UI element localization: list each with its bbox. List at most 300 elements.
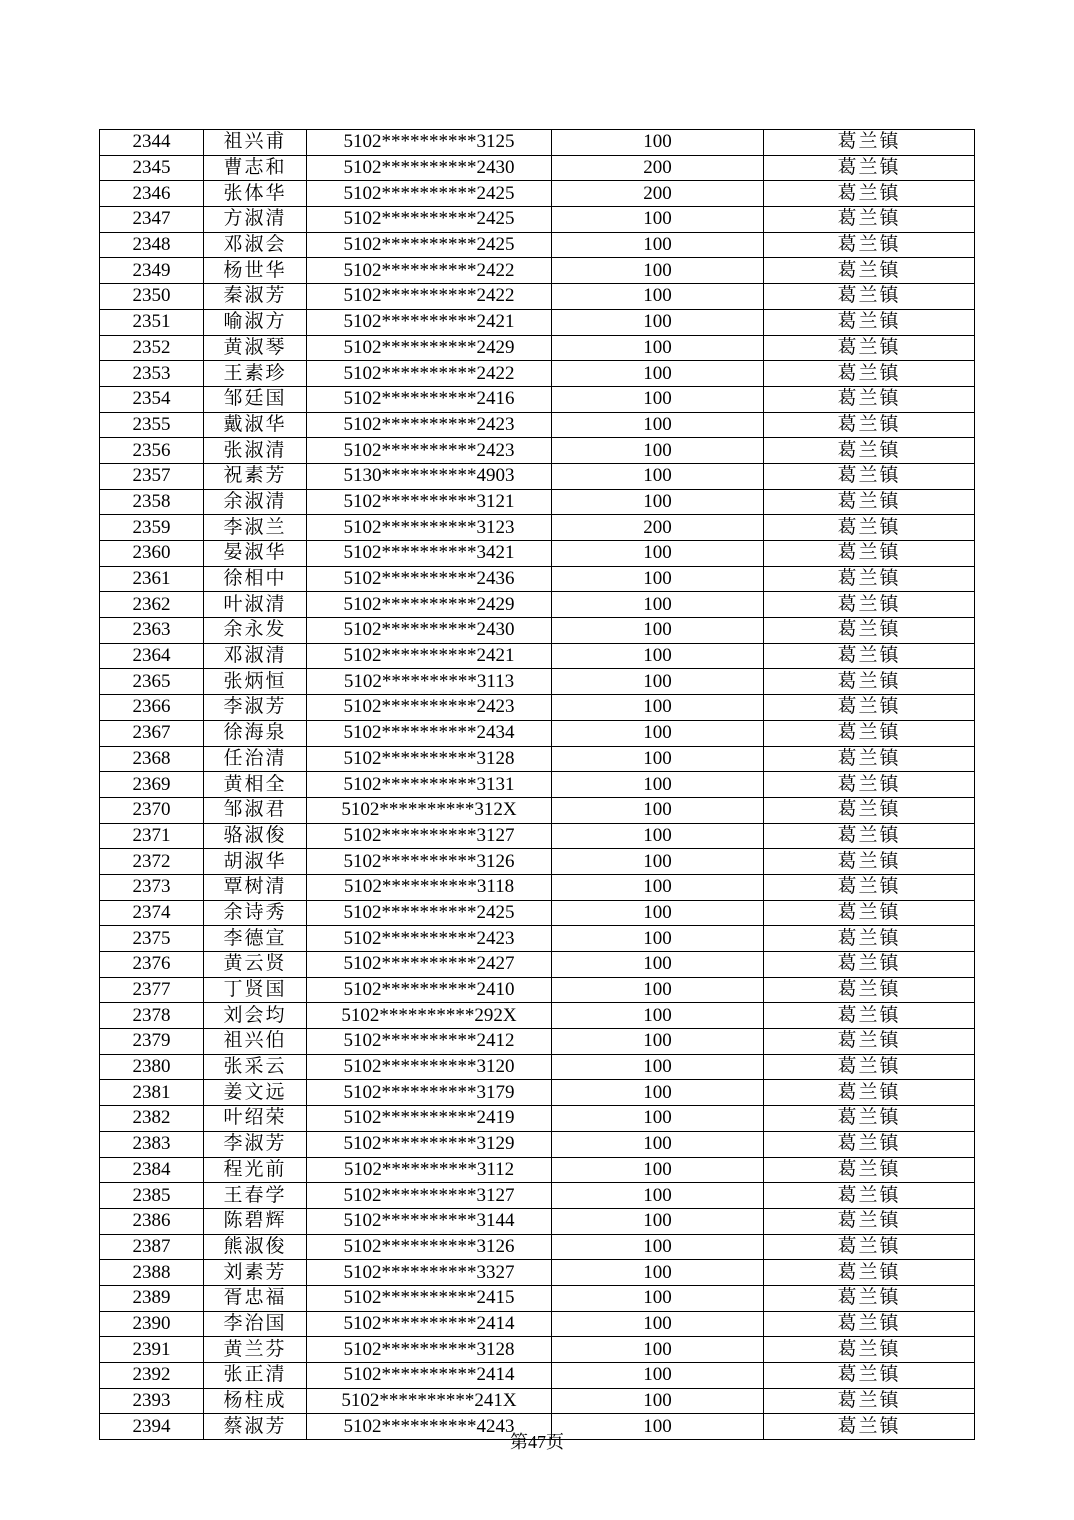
cell-seq-no: 2357: [100, 463, 204, 489]
cell-name: 余淑清: [204, 489, 307, 515]
cell-name: 黄兰芬: [204, 1337, 307, 1363]
cell-township: 葛兰镇: [764, 772, 975, 798]
table-row: [100, 463, 975, 489]
cell-id-number: 5102**********3128: [307, 1337, 552, 1363]
cell-amount: 100: [552, 695, 764, 721]
cell-amount: 100: [552, 643, 764, 669]
cell-township: 葛兰镇: [764, 1131, 975, 1157]
cell-id-number: 5102**********312X: [307, 797, 552, 823]
cell-name: 邓淑会: [204, 232, 307, 258]
table-row: [100, 258, 975, 284]
cell-seq-no: 2366: [100, 695, 204, 721]
cell-amount: 100: [552, 361, 764, 387]
cell-name: 曹志和: [204, 155, 307, 181]
table-row: [100, 695, 975, 721]
cell-seq-no: 2358: [100, 489, 204, 515]
cell-amount: 100: [552, 207, 764, 233]
cell-township: 葛兰镇: [764, 1208, 975, 1234]
cell-seq-no: 2384: [100, 1157, 204, 1183]
table-row: [100, 746, 975, 772]
cell-id-number: 5102**********2410: [307, 977, 552, 1003]
cell-id-number: 5102**********2429: [307, 335, 552, 361]
cell-id-number: 5102**********2421: [307, 309, 552, 335]
table-row: [100, 874, 975, 900]
cell-seq-no: 2388: [100, 1260, 204, 1286]
cell-amount: 100: [552, 1054, 764, 1080]
cell-amount: 100: [552, 232, 764, 258]
cell-seq-no: 2352: [100, 335, 204, 361]
cell-name: 祝素芳: [204, 463, 307, 489]
cell-seq-no: 2356: [100, 438, 204, 464]
table-row: [100, 720, 975, 746]
table-row: [100, 643, 975, 669]
cell-amount: 100: [552, 438, 764, 464]
cell-township: 葛兰镇: [764, 1003, 975, 1029]
cell-amount: 100: [552, 874, 764, 900]
cell-amount: 100: [552, 412, 764, 438]
cell-name: 徐相中: [204, 566, 307, 592]
cell-township: 葛兰镇: [764, 797, 975, 823]
cell-id-number: 5102**********2425: [307, 900, 552, 926]
cell-id-number: 5102**********3128: [307, 746, 552, 772]
cell-amount: 100: [552, 1208, 764, 1234]
cell-township: 葛兰镇: [764, 900, 975, 926]
cell-township: 葛兰镇: [764, 541, 975, 567]
table-row: [100, 772, 975, 798]
cell-amount: 100: [552, 566, 764, 592]
cell-seq-no: 2345: [100, 155, 204, 181]
cell-amount: 100: [552, 463, 764, 489]
cell-seq-no: 2360: [100, 541, 204, 567]
cell-name: 张正清: [204, 1363, 307, 1389]
cell-seq-no: 2393: [100, 1388, 204, 1414]
cell-township: 葛兰镇: [764, 695, 975, 721]
cell-township: 葛兰镇: [764, 232, 975, 258]
cell-name: 杨柱成: [204, 1388, 307, 1414]
cell-id-number: 5102**********3113: [307, 669, 552, 695]
cell-township: 葛兰镇: [764, 874, 975, 900]
cell-township: 葛兰镇: [764, 849, 975, 875]
cell-seq-no: 2346: [100, 181, 204, 207]
cell-id-number: 5102**********3125: [307, 130, 552, 156]
cell-seq-no: 2386: [100, 1208, 204, 1234]
cell-township: 葛兰镇: [764, 309, 975, 335]
table-row: [100, 952, 975, 978]
cell-amount: 100: [552, 1311, 764, 1337]
cell-township: 葛兰镇: [764, 335, 975, 361]
cell-name: 王素珍: [204, 361, 307, 387]
cell-id-number: 5130**********4903: [307, 463, 552, 489]
table-row: [100, 515, 975, 541]
table-row: [100, 618, 975, 644]
cell-township: 葛兰镇: [764, 746, 975, 772]
cell-name: 黄云贤: [204, 952, 307, 978]
cell-id-number: 5102**********2414: [307, 1311, 552, 1337]
cell-amount: 100: [552, 1131, 764, 1157]
cell-township: 葛兰镇: [764, 130, 975, 156]
cell-township: 葛兰镇: [764, 258, 975, 284]
cell-id-number: 5102**********2419: [307, 1106, 552, 1132]
cell-township: 葛兰镇: [764, 1234, 975, 1260]
cell-seq-no: 2368: [100, 746, 204, 772]
cell-name: 蔡淑芳: [204, 1414, 307, 1440]
roster-table-body: [100, 130, 975, 1440]
table-row: [100, 1131, 975, 1157]
cell-id-number: 5102**********2425: [307, 181, 552, 207]
cell-seq-no: 2382: [100, 1106, 204, 1132]
cell-seq-no: 2378: [100, 1003, 204, 1029]
cell-seq-no: 2379: [100, 1029, 204, 1055]
cell-township: 葛兰镇: [764, 952, 975, 978]
table-row: [100, 412, 975, 438]
cell-seq-no: 2374: [100, 900, 204, 926]
table-row: [100, 1208, 975, 1234]
cell-id-number: 5102**********3121: [307, 489, 552, 515]
cell-amount: 100: [552, 849, 764, 875]
cell-id-number: 5102**********2436: [307, 566, 552, 592]
cell-seq-no: 2351: [100, 309, 204, 335]
cell-name: 李治国: [204, 1311, 307, 1337]
cell-id-number: 5102**********292X: [307, 1003, 552, 1029]
cell-name: 叶淑清: [204, 592, 307, 618]
cell-id-number: 5102**********3127: [307, 823, 552, 849]
cell-township: 葛兰镇: [764, 720, 975, 746]
cell-name: 熊淑俊: [204, 1234, 307, 1260]
cell-seq-no: 2363: [100, 618, 204, 644]
cell-name: 刘素芳: [204, 1260, 307, 1286]
cell-township: 葛兰镇: [764, 823, 975, 849]
cell-id-number: 5102**********3127: [307, 1183, 552, 1209]
cell-id-number: 5102**********3131: [307, 772, 552, 798]
table-row: [100, 592, 975, 618]
cell-township: 葛兰镇: [764, 1311, 975, 1337]
table-row: [100, 1234, 975, 1260]
page-number: 第47页: [510, 1432, 564, 1452]
table-row: [100, 823, 975, 849]
cell-id-number: 5102**********2422: [307, 258, 552, 284]
cell-township: 葛兰镇: [764, 463, 975, 489]
cell-township: 葛兰镇: [764, 181, 975, 207]
cell-id-number: 5102**********3421: [307, 541, 552, 567]
cell-name: 张体华: [204, 181, 307, 207]
cell-name: 戴淑华: [204, 412, 307, 438]
cell-id-number: 5102**********2412: [307, 1029, 552, 1055]
table-row: [100, 284, 975, 310]
cell-amount: 100: [552, 823, 764, 849]
cell-seq-no: 2391: [100, 1337, 204, 1363]
cell-id-number: 5102**********3327: [307, 1260, 552, 1286]
roster-table: [99, 129, 975, 1440]
cell-name: 任治清: [204, 746, 307, 772]
cell-name: 黄淑琴: [204, 335, 307, 361]
cell-amount: 100: [552, 746, 764, 772]
cell-name: 张炳恒: [204, 669, 307, 695]
cell-seq-no: 2375: [100, 926, 204, 952]
cell-id-number: 5102**********241X: [307, 1388, 552, 1414]
table-row: [100, 1388, 975, 1414]
table-row: [100, 797, 975, 823]
cell-id-number: 5102**********2429: [307, 592, 552, 618]
cell-amount: 100: [552, 592, 764, 618]
cell-name: 李淑芳: [204, 1131, 307, 1157]
cell-name: 李德宣: [204, 926, 307, 952]
cell-amount: 100: [552, 541, 764, 567]
cell-township: 葛兰镇: [764, 284, 975, 310]
cell-township: 葛兰镇: [764, 207, 975, 233]
cell-amount: 200: [552, 515, 764, 541]
cell-amount: 100: [552, 1234, 764, 1260]
cell-seq-no: 2354: [100, 386, 204, 412]
cell-name: 程光前: [204, 1157, 307, 1183]
cell-id-number: 5102**********3179: [307, 1080, 552, 1106]
table-row: [100, 1003, 975, 1029]
cell-seq-no: 2392: [100, 1363, 204, 1389]
cell-id-number: 5102**********2425: [307, 232, 552, 258]
cell-amount: 100: [552, 618, 764, 644]
table-row: [100, 669, 975, 695]
cell-name: 祖兴伯: [204, 1029, 307, 1055]
cell-name: 余诗秀: [204, 900, 307, 926]
cell-seq-no: 2380: [100, 1054, 204, 1080]
cell-amount: 100: [552, 309, 764, 335]
cell-seq-no: 2348: [100, 232, 204, 258]
cell-id-number: 5102**********2427: [307, 952, 552, 978]
cell-seq-no: 2369: [100, 772, 204, 798]
table-row: [100, 232, 975, 258]
cell-seq-no: 2370: [100, 797, 204, 823]
cell-amount: 200: [552, 155, 764, 181]
cell-name: 邹淑君: [204, 797, 307, 823]
cell-id-number: 5102**********2422: [307, 361, 552, 387]
table-row: [100, 1285, 975, 1311]
cell-township: 葛兰镇: [764, 1363, 975, 1389]
cell-name: 祖兴甫: [204, 130, 307, 156]
table-row: [100, 977, 975, 1003]
table-row: [100, 1157, 975, 1183]
cell-name: 张淑清: [204, 438, 307, 464]
cell-name: 覃树清: [204, 874, 307, 900]
cell-seq-no: 2364: [100, 643, 204, 669]
cell-seq-no: 2362: [100, 592, 204, 618]
cell-name: 王春学: [204, 1183, 307, 1209]
cell-seq-no: 2373: [100, 874, 204, 900]
table-row: [100, 489, 975, 515]
table-row: [100, 1363, 975, 1389]
cell-id-number: 5102**********2423: [307, 438, 552, 464]
cell-seq-no: 2372: [100, 849, 204, 875]
table-row: [100, 1311, 975, 1337]
table-row: [100, 386, 975, 412]
cell-amount: 100: [552, 1029, 764, 1055]
cell-amount: 100: [552, 1388, 764, 1414]
cell-township: 葛兰镇: [764, 412, 975, 438]
cell-township: 葛兰镇: [764, 1414, 975, 1440]
cell-seq-no: 2367: [100, 720, 204, 746]
table-row: [100, 849, 975, 875]
cell-seq-no: 2383: [100, 1131, 204, 1157]
cell-name: 邹廷国: [204, 386, 307, 412]
cell-id-number: 5102**********3123: [307, 515, 552, 541]
cell-township: 葛兰镇: [764, 361, 975, 387]
cell-amount: 100: [552, 284, 764, 310]
cell-id-number: 5102**********4243: [307, 1414, 552, 1440]
table-row: [100, 1337, 975, 1363]
cell-name: 余永发: [204, 618, 307, 644]
cell-name: 晏淑华: [204, 541, 307, 567]
cell-township: 葛兰镇: [764, 1054, 975, 1080]
table-row: [100, 926, 975, 952]
cell-seq-no: 2355: [100, 412, 204, 438]
cell-id-number: 5102**********2423: [307, 926, 552, 952]
cell-name: 徐海泉: [204, 720, 307, 746]
table-row: [100, 900, 975, 926]
cell-amount: 100: [552, 772, 764, 798]
cell-name: 方淑清: [204, 207, 307, 233]
cell-amount: 200: [552, 181, 764, 207]
cell-amount: 100: [552, 1285, 764, 1311]
cell-township: 葛兰镇: [764, 1080, 975, 1106]
table-row: [100, 309, 975, 335]
cell-id-number: 5102**********2416: [307, 386, 552, 412]
cell-name: 杨世华: [204, 258, 307, 284]
cell-amount: 100: [552, 1337, 764, 1363]
table-row: [100, 1054, 975, 1080]
cell-id-number: 5102**********2415: [307, 1285, 552, 1311]
cell-amount: 100: [552, 977, 764, 1003]
table-row: [100, 541, 975, 567]
cell-amount: 100: [552, 1260, 764, 1286]
cell-id-number: 5102**********3129: [307, 1131, 552, 1157]
cell-id-number: 5102**********3126: [307, 1234, 552, 1260]
cell-amount: 100: [552, 669, 764, 695]
cell-seq-no: 2353: [100, 361, 204, 387]
table-row: [100, 155, 975, 181]
cell-name: 刘会均: [204, 1003, 307, 1029]
cell-township: 葛兰镇: [764, 1157, 975, 1183]
cell-township: 葛兰镇: [764, 489, 975, 515]
cell-township: 葛兰镇: [764, 1388, 975, 1414]
cell-seq-no: 2381: [100, 1080, 204, 1106]
cell-amount: 100: [552, 926, 764, 952]
cell-id-number: 5102**********3120: [307, 1054, 552, 1080]
cell-seq-no: 2376: [100, 952, 204, 978]
table-row: [100, 361, 975, 387]
cell-name: 叶绍荣: [204, 1106, 307, 1132]
cell-name: 邓淑清: [204, 643, 307, 669]
cell-township: 葛兰镇: [764, 566, 975, 592]
cell-seq-no: 2371: [100, 823, 204, 849]
cell-amount: 100: [552, 1414, 764, 1440]
cell-id-number: 5102**********2434: [307, 720, 552, 746]
table-row: [100, 1260, 975, 1286]
cell-amount: 100: [552, 1363, 764, 1389]
cell-seq-no: 2350: [100, 284, 204, 310]
cell-township: 葛兰镇: [764, 155, 975, 181]
cell-township: 葛兰镇: [764, 386, 975, 412]
cell-id-number: 5102**********2423: [307, 412, 552, 438]
table-row: [100, 1029, 975, 1055]
cell-seq-no: 2359: [100, 515, 204, 541]
cell-seq-no: 2389: [100, 1285, 204, 1311]
cell-seq-no: 2347: [100, 207, 204, 233]
cell-township: 葛兰镇: [764, 1285, 975, 1311]
table-row: [100, 438, 975, 464]
cell-name: 胥忠福: [204, 1285, 307, 1311]
cell-name: 骆淑俊: [204, 823, 307, 849]
cell-amount: 100: [552, 1106, 764, 1132]
cell-id-number: 5102**********3118: [307, 874, 552, 900]
cell-amount: 100: [552, 900, 764, 926]
table-row: [100, 130, 975, 156]
table-row: [100, 207, 975, 233]
table-row: [100, 1080, 975, 1106]
cell-township: 葛兰镇: [764, 1106, 975, 1132]
table-row: [100, 1183, 975, 1209]
cell-township: 葛兰镇: [764, 977, 975, 1003]
cell-seq-no: 2385: [100, 1183, 204, 1209]
cell-seq-no: 2394: [100, 1414, 204, 1440]
table-row: [100, 566, 975, 592]
cell-amount: 100: [552, 130, 764, 156]
cell-name: 丁贤国: [204, 977, 307, 1003]
cell-township: 葛兰镇: [764, 1260, 975, 1286]
cell-seq-no: 2390: [100, 1311, 204, 1337]
cell-township: 葛兰镇: [764, 669, 975, 695]
cell-amount: 100: [552, 1183, 764, 1209]
table-row: [100, 335, 975, 361]
cell-seq-no: 2349: [100, 258, 204, 284]
cell-id-number: 5102**********2430: [307, 155, 552, 181]
cell-seq-no: 2344: [100, 130, 204, 156]
cell-id-number: 5102**********2430: [307, 618, 552, 644]
cell-id-number: 5102**********2414: [307, 1363, 552, 1389]
cell-name: 喻淑方: [204, 309, 307, 335]
cell-id-number: 5102**********3144: [307, 1208, 552, 1234]
cell-township: 葛兰镇: [764, 1337, 975, 1363]
cell-township: 葛兰镇: [764, 1183, 975, 1209]
cell-seq-no: 2387: [100, 1234, 204, 1260]
cell-name: 李淑芳: [204, 695, 307, 721]
cell-name: 黄相全: [204, 772, 307, 798]
cell-seq-no: 2361: [100, 566, 204, 592]
cell-township: 葛兰镇: [764, 515, 975, 541]
cell-township: 葛兰镇: [764, 592, 975, 618]
cell-township: 葛兰镇: [764, 1029, 975, 1055]
cell-amount: 100: [552, 952, 764, 978]
cell-id-number: 5102**********2422: [307, 284, 552, 310]
cell-amount: 100: [552, 797, 764, 823]
cell-name: 陈碧辉: [204, 1208, 307, 1234]
cell-amount: 100: [552, 1080, 764, 1106]
cell-name: 李淑兰: [204, 515, 307, 541]
cell-amount: 100: [552, 1003, 764, 1029]
cell-name: 姜文远: [204, 1080, 307, 1106]
cell-seq-no: 2365: [100, 669, 204, 695]
cell-amount: 100: [552, 335, 764, 361]
cell-township: 葛兰镇: [764, 618, 975, 644]
cell-amount: 100: [552, 489, 764, 515]
cell-seq-no: 2377: [100, 977, 204, 1003]
cell-amount: 100: [552, 720, 764, 746]
cell-township: 葛兰镇: [764, 643, 975, 669]
table-row: [100, 1106, 975, 1132]
table-row: [100, 181, 975, 207]
cell-id-number: 5102**********3126: [307, 849, 552, 875]
cell-name: 胡淑华: [204, 849, 307, 875]
cell-amount: 100: [552, 386, 764, 412]
cell-township: 葛兰镇: [764, 438, 975, 464]
cell-amount: 100: [552, 1157, 764, 1183]
